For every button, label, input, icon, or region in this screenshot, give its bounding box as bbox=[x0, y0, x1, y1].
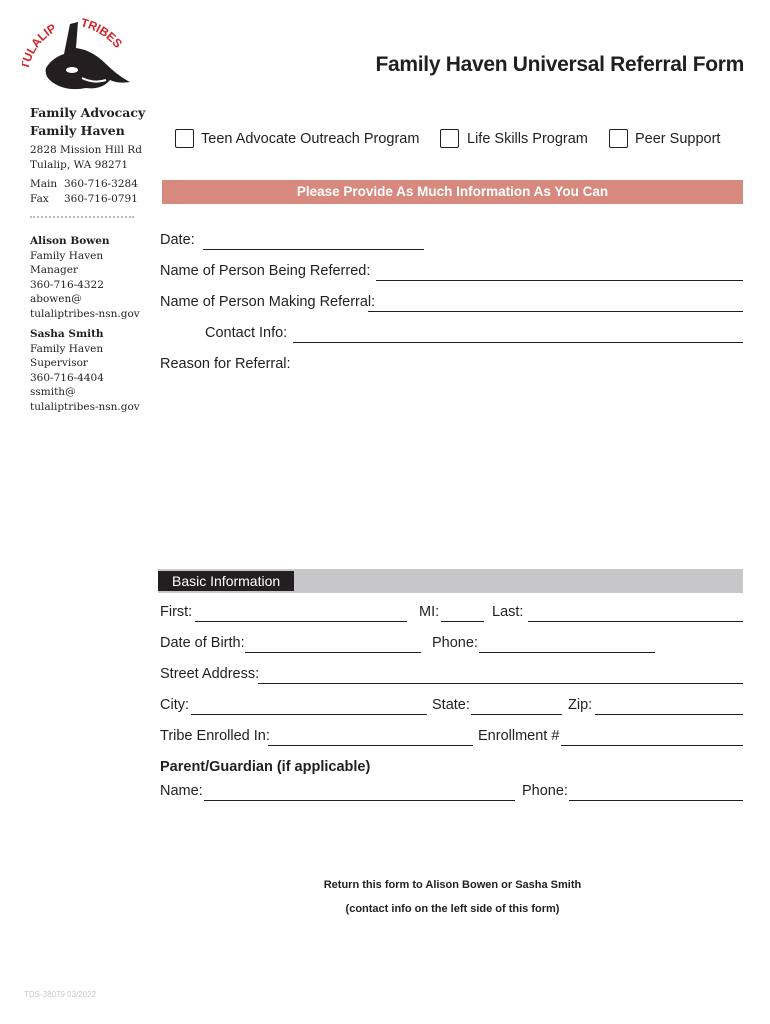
reason-field[interactable] bbox=[160, 378, 743, 558]
date-label: Date: bbox=[160, 232, 195, 248]
sidebar-org bbox=[30, 104, 145, 140]
date-field[interactable] bbox=[203, 249, 424, 250]
street-field[interactable] bbox=[258, 683, 743, 684]
guardian-name-label: Name: bbox=[160, 783, 203, 799]
state-field[interactable] bbox=[471, 714, 562, 715]
phone-label: Phone: bbox=[432, 635, 478, 651]
contact-role-1: Family Haven bbox=[30, 342, 104, 355]
last-name-field[interactable] bbox=[528, 621, 743, 622]
enrollment-field[interactable] bbox=[561, 745, 743, 746]
contact-phone: 360-716-4322 bbox=[30, 278, 104, 291]
life-skills-checkbox[interactable] bbox=[440, 129, 459, 148]
teen-advocate-label: Teen Advocate Outreach Program bbox=[201, 131, 420, 147]
contact-name: Sasha Smith bbox=[30, 328, 104, 340]
dob-field[interactable] bbox=[245, 652, 421, 653]
city-field[interactable] bbox=[191, 714, 427, 715]
tribe-label: Tribe Enrolled In: bbox=[160, 728, 270, 744]
zip-field[interactable] bbox=[595, 714, 743, 715]
contact-email-2: tulaliptribes-nsn.gov bbox=[30, 400, 140, 413]
city-label: City: bbox=[160, 697, 189, 713]
main-phone: 360-716-3284 bbox=[64, 178, 138, 190]
contact-info-field[interactable] bbox=[293, 342, 743, 343]
contact-email-1: ssmith@ bbox=[30, 386, 76, 398]
basic-info-heading: Basic Information bbox=[158, 571, 294, 591]
contact-name: Alison Bowen bbox=[30, 235, 110, 247]
peer-support-label: Peer Support bbox=[635, 131, 721, 147]
fax-phone: 360-716-0791 bbox=[64, 192, 138, 205]
address-line-2: Tulalip, WA 98271 bbox=[30, 158, 129, 171]
person-referred-label: Name of Person Being Referred: bbox=[160, 263, 371, 279]
contact-card-alison bbox=[30, 234, 140, 321]
contact-phone: 360-716-4404 bbox=[30, 371, 104, 384]
life-skills-label: Life Skills Program bbox=[467, 131, 588, 147]
first-name-field[interactable] bbox=[195, 621, 407, 622]
org-line-1: Family Advocacy bbox=[30, 105, 146, 120]
logo-text-left: LALIP bbox=[23, 20, 59, 57]
guardian-phone-field[interactable] bbox=[569, 800, 743, 801]
tulalip-tribes-logo bbox=[22, 18, 134, 96]
guardian-name-field[interactable] bbox=[204, 800, 515, 801]
contact-card-sasha bbox=[30, 327, 140, 414]
contact-role-2: Supervisor bbox=[30, 357, 88, 369]
address-line-1: 2828 Mission Hill Rd bbox=[30, 144, 142, 156]
enrollment-label: Enrollment # bbox=[478, 728, 560, 744]
sidebar-address bbox=[30, 143, 142, 172]
contact-info-label: Contact Info: bbox=[205, 325, 288, 341]
person-making-field[interactable] bbox=[368, 311, 743, 312]
person-referred-field[interactable] bbox=[376, 280, 743, 281]
contact-role-2: Manager bbox=[30, 264, 78, 276]
logo-text-right: TRIBES bbox=[79, 18, 126, 51]
contact-role-1: Family Haven bbox=[30, 249, 104, 262]
main-label: Main bbox=[30, 178, 58, 190]
fax-label: Fax bbox=[30, 192, 49, 205]
form-code: TDS-38079 03/2022 bbox=[24, 990, 97, 999]
reason-label: Reason for Referral: bbox=[160, 356, 291, 372]
mi-label: MI: bbox=[419, 604, 440, 620]
mi-field[interactable] bbox=[441, 621, 484, 622]
org-line-2: Family Haven bbox=[30, 123, 125, 138]
contact-email-1: abowen@ bbox=[30, 293, 82, 305]
guardian-heading: Parent/Guardian (if applicable) bbox=[160, 759, 371, 775]
tribe-field[interactable] bbox=[268, 745, 473, 746]
guardian-phone-label: Phone: bbox=[522, 783, 568, 799]
return-note: Return this form to Alison Bowen or Sasha Smith bbox=[323, 879, 582, 891]
person-making-label: Name of Person Making Referral: bbox=[160, 294, 376, 310]
teen-advocate-checkbox[interactable] bbox=[175, 129, 194, 148]
sidebar-divider bbox=[30, 216, 134, 218]
instructions-banner: Please Provide As Much Information As You Can bbox=[162, 180, 743, 204]
contact-email-2: tulaliptribes-nsn.gov bbox=[30, 307, 140, 320]
form-title: Family Haven Universal Referral Form bbox=[375, 53, 744, 76]
street-label: Street Address: bbox=[160, 666, 260, 682]
zip-label: Zip: bbox=[568, 697, 593, 713]
phone-field[interactable] bbox=[479, 652, 655, 653]
last-name-label: Last: bbox=[492, 604, 524, 620]
state-label: State: bbox=[432, 697, 470, 713]
sidebar-phones bbox=[30, 177, 138, 206]
contact-note: (contact info on the left side of this form) bbox=[345, 903, 560, 915]
dob-label: Date of Birth: bbox=[160, 635, 245, 651]
peer-support-checkbox[interactable] bbox=[609, 129, 628, 148]
first-name-label: First: bbox=[160, 604, 193, 620]
